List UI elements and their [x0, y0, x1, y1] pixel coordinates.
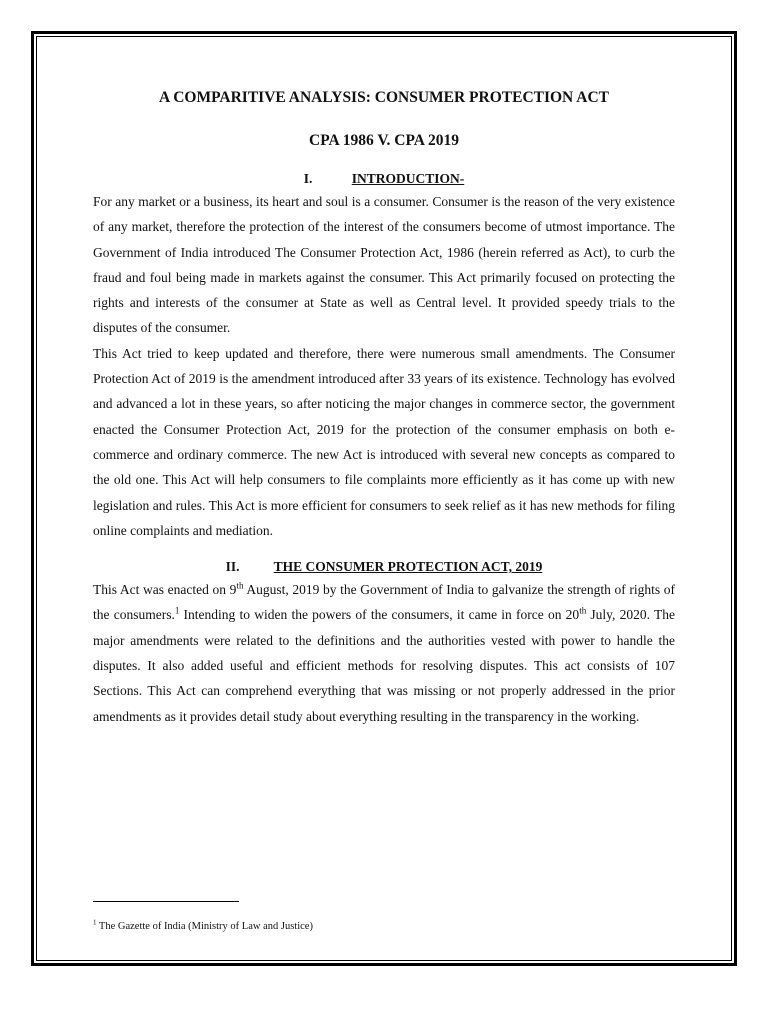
paragraph: This Act was enacted on 9th August, 2019 by the Government of India to galvanize the strength of rights of the consumers.$^1$ Intending to widen the powers of the consumers, it came in force on 20th July, 2020. The major amendments were related to the definitions and the authorities vested with power to handle the disputes. It also added useful and efficient methods for resolving disputes. This act consists of 107 Sections. This Act can comprehend everything that was missing or not properly addressed in the prior amendments as it provides detail study about everything resulting in the transparency in the working.	[93, 580, 675, 724]
footnote-reference[interactable]: 1	[174, 605, 180, 616]
document-title: A COMPARITIVE ANALYSIS: CONSUMER PROTECTION ACT	[159, 89, 609, 106]
document-subtitle: CPA 1986 V. CPA 2019	[309, 132, 459, 149]
section-title: THE CONSUMER PROTECTION ACT, 2019	[273, 559, 543, 575]
section-title: INTRODUCTION-	[351, 171, 465, 186]
footnote-marker: 1	[93, 918, 97, 927]
footnote-separator	[93, 901, 239, 902]
footnote-text: The Gazette of India (Ministry of Law and Justice)	[96, 921, 313, 932]
document-body	[93, 86, 675, 729]
paragraph: For any market or a business, its heart and soul is a consumer. Consumer is the reason of the very existence of any market, therefore the protection of the interest of the consumers become of utmost importance. The Government of India introduced The Consumer Protection Act, 1986 (herein referred as Act), to curb the fraud and foul being made in markets against the consumer. This Act primarily focused on protecting the rights and interests of the consumer at State as well as Central level. It provided speedy trials to the disputes of the consumer.	[93, 194, 675, 336]
superscript: th	[579, 605, 587, 616]
section-number: I.	[303, 171, 313, 186]
section-number: II.	[225, 559, 240, 575]
superscript: th	[236, 580, 244, 591]
paragraph: This Act tried to keep updated and therefore, there were numerous small amendments. The Consumer Protection Act of 2019 is the amendment introduced after 33 years of its existence. Technology has evolved and advanced a lot in these years, so after noticing the major changes in commerce sector, the government enacted the Consumer Protection Act, 2019 for the protection of the consumer emphasis on both e-commerce and ordinary commerce. The new Act is introduced with several new concepts as compared to the old one. This Act will help consumers to file complaints more efficiently as it has come up with new legislation and rules. This Act is more efficient for consumers to seek relief as it has new methods for filing online complaints and mediation.	[93, 345, 675, 538]
footnote	[93, 920, 313, 934]
section-heading-cpa-2019	[93, 557, 675, 577]
section-heading-introduction	[93, 169, 675, 189]
